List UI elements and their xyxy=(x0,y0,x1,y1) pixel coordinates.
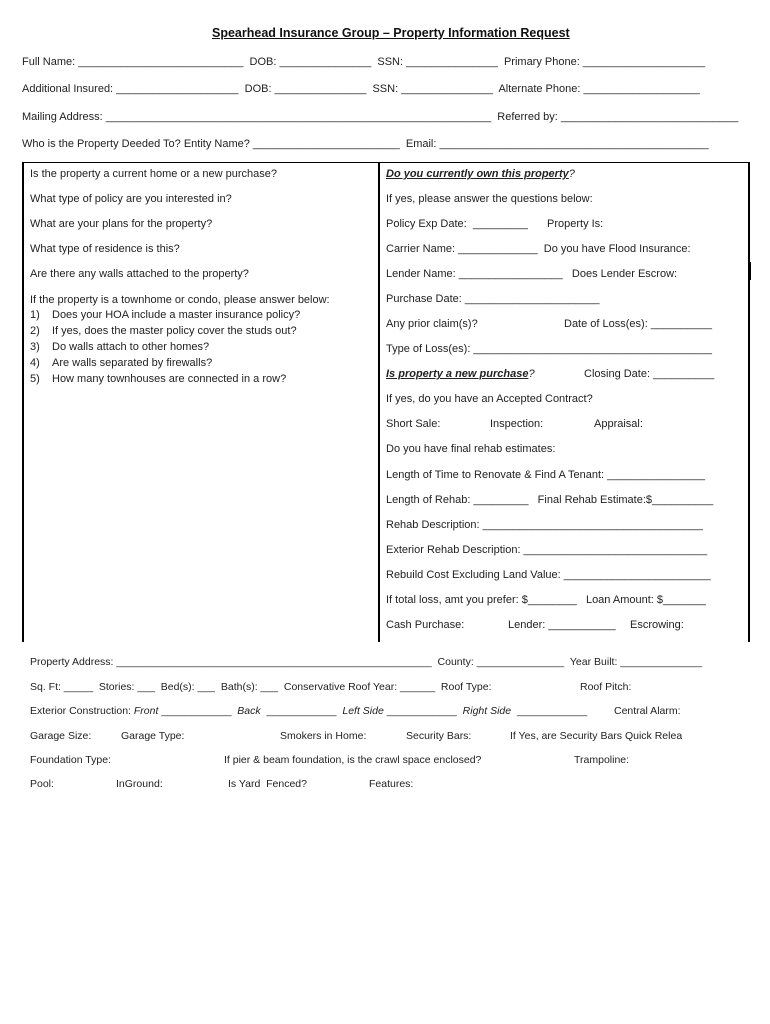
time-to-renovate-field[interactable]: Length of Time to Renovate & Find A Tenant: ________________ xyxy=(386,469,706,481)
garage-type-field[interactable]: Garage Type: xyxy=(121,730,185,742)
studs-out-question: If yes, does the master policy cover the studs out? xyxy=(52,325,297,337)
new-purchase-qmark: ? xyxy=(528,368,535,380)
list-item-num: 2) xyxy=(30,325,40,337)
walls-attached-question: Are there any walls attached to the property? xyxy=(30,268,249,280)
full-name-row[interactable]: Full Name: ___________________________ DOB: _______________ SSN: _______________ Primary Phone: ____________________ xyxy=(22,56,706,68)
new-purchase-heading-text: Is property a new purchase xyxy=(386,368,529,380)
accepted-contract-question[interactable]: If yes, do you have an Accepted Contract? xyxy=(386,393,593,405)
own-property-heading-text: Do you currently own this property xyxy=(386,168,569,180)
townhouses-row-question: How many townhouses are connected in a row? xyxy=(52,373,287,385)
cash-purchase-field[interactable]: Cash Purchase: xyxy=(386,619,465,631)
garage-size-field[interactable]: Garage Size: xyxy=(30,730,92,742)
box-middle-divider xyxy=(378,162,380,642)
property-address-row[interactable]: Property Address: ______________________________________________________ County: _______________ Year Built: ______________ xyxy=(30,656,703,668)
front-label: Front xyxy=(133,705,159,717)
walls-attach-question: Do walls attach to other homes? xyxy=(52,341,210,353)
inground-field[interactable]: InGround: xyxy=(116,778,163,790)
trampoline-field[interactable]: Trampoline: xyxy=(574,754,630,766)
box-right-tick xyxy=(748,262,751,280)
rehab-estimates-question[interactable]: Do you have final rehab estimates: xyxy=(386,443,556,455)
if-yes-instruction: If yes, please answer the questions below: xyxy=(386,193,593,205)
inspection-field[interactable]: Inspection: xyxy=(490,418,544,430)
exterior-construction-label: Exterior Construction: xyxy=(30,705,131,717)
list-item-num: 5) xyxy=(30,373,40,385)
form-title: Spearhead Insurance Group – Property Information Request xyxy=(212,26,570,40)
type-of-loss-field[interactable]: Type of Loss(es): _______________________________________ xyxy=(386,343,713,355)
right-side-blank[interactable]: ____________ xyxy=(516,705,588,717)
right-side-label: Right Side xyxy=(462,705,512,717)
deeded-to-row[interactable]: Who is the Property Deeded To? Entity Name? ________________________ Email: ____________________________________________ xyxy=(22,138,709,150)
mailing-address-row[interactable]: Mailing Address: _______________________________________________________________ Referred by: _____________________________ xyxy=(22,111,739,123)
purchase-date-field[interactable]: Purchase Date: ______________________ xyxy=(386,293,600,305)
box-left-border xyxy=(22,162,24,642)
property-plans-question: What are your plans for the property? xyxy=(30,218,213,230)
central-alarm-field[interactable]: Central Alarm: xyxy=(614,705,681,717)
roof-pitch-field[interactable]: Roof Pitch: xyxy=(580,681,632,693)
hoa-master-policy-question: Does your HOA include a master insurance policy? xyxy=(52,309,301,321)
firewalls-question: Are walls separated by firewalls? xyxy=(52,357,213,369)
exterior-construction-row[interactable] xyxy=(30,704,587,718)
own-property-heading xyxy=(386,167,575,181)
length-of-rehab-field[interactable]: Length of Rehab: _________ Final Rehab Estimate:$__________ xyxy=(386,494,714,506)
rebuild-cost-field[interactable]: Rebuild Cost Excluding Land Value: ________________________ xyxy=(386,569,711,581)
closing-date-field[interactable]: Closing Date: __________ xyxy=(584,368,715,380)
left-side-blank[interactable]: ____________ xyxy=(386,705,457,717)
rehab-description-field[interactable]: Rehab Description: ____________________________________ xyxy=(386,519,703,531)
new-purchase-heading xyxy=(386,367,535,381)
date-of-loss-field[interactable]: Date of Loss(es): __________ xyxy=(564,318,712,330)
exterior-rehab-description-field[interactable]: Exterior Rehab Description: ______________________________ xyxy=(386,544,708,556)
box-top-border xyxy=(22,162,750,163)
list-item-num: 1) xyxy=(30,309,40,321)
features-field[interactable]: Features: xyxy=(369,778,414,790)
lender-name-field[interactable]: Lender Name: _________________ Does Lender Escrow: xyxy=(386,268,678,280)
carrier-name-field[interactable]: Carrier Name: _____________ Do you have Flood Insurance: xyxy=(386,243,691,255)
box-right-border xyxy=(748,162,750,642)
short-sale-field[interactable]: Short Sale: xyxy=(386,418,441,430)
left-side-label: Left Side xyxy=(342,705,384,717)
security-bars-release-field[interactable]: If Yes, are Security Bars Quick Relea xyxy=(510,730,682,742)
list-item-num: 4) xyxy=(30,357,40,369)
front-blank[interactable]: ____________ xyxy=(161,705,232,717)
foundation-type-field[interactable]: Foundation Type: xyxy=(30,754,111,766)
lender-field[interactable]: Lender: ___________ xyxy=(508,619,616,631)
prior-claims-question[interactable]: Any prior claim(s)? xyxy=(386,318,478,330)
additional-insured-row[interactable]: Additional Insured: ____________________ DOB: _______________ SSN: _______________ Alternate Phone: ___________________ xyxy=(22,83,700,95)
security-bars-field[interactable]: Security Bars: xyxy=(406,730,472,742)
property-is-field[interactable]: Property Is: xyxy=(547,218,604,230)
policy-type-question: What type of policy are you interested in? xyxy=(30,193,232,205)
smokers-field[interactable]: Smokers in Home: xyxy=(280,730,367,742)
escrowing-field[interactable]: Escrowing: xyxy=(630,619,684,631)
back-label: Back xyxy=(237,705,261,717)
yard-fenced-field[interactable]: Is Yard Fenced? xyxy=(228,778,307,790)
policy-exp-date-field[interactable]: Policy Exp Date: _________ xyxy=(386,218,528,230)
sqft-row[interactable]: Sq. Ft: _____ Stories: ___ Bed(s): ___ Bath(s): ___ Conservative Roof Year: ______ Roof Type: xyxy=(30,681,492,693)
residence-type-question: What type of residence is this? xyxy=(30,243,180,255)
current-home-question: Is the property a current home or a new purchase? xyxy=(30,168,278,180)
crawl-space-field[interactable]: If pier & beam foundation, is the crawl space enclosed? xyxy=(224,754,482,766)
appraisal-field[interactable]: Appraisal: xyxy=(594,418,643,430)
list-item-num: 3) xyxy=(30,341,40,353)
back-blank[interactable]: ____________ xyxy=(266,705,337,717)
total-loss-field[interactable]: If total loss, amt you prefer: $________ Loan Amount: $_______ xyxy=(386,594,706,606)
own-property-qmark: ? xyxy=(568,168,575,180)
pool-field[interactable]: Pool: xyxy=(30,778,54,790)
townhome-condo-intro: If the property is a townhome or condo, please answer below: xyxy=(30,294,330,306)
